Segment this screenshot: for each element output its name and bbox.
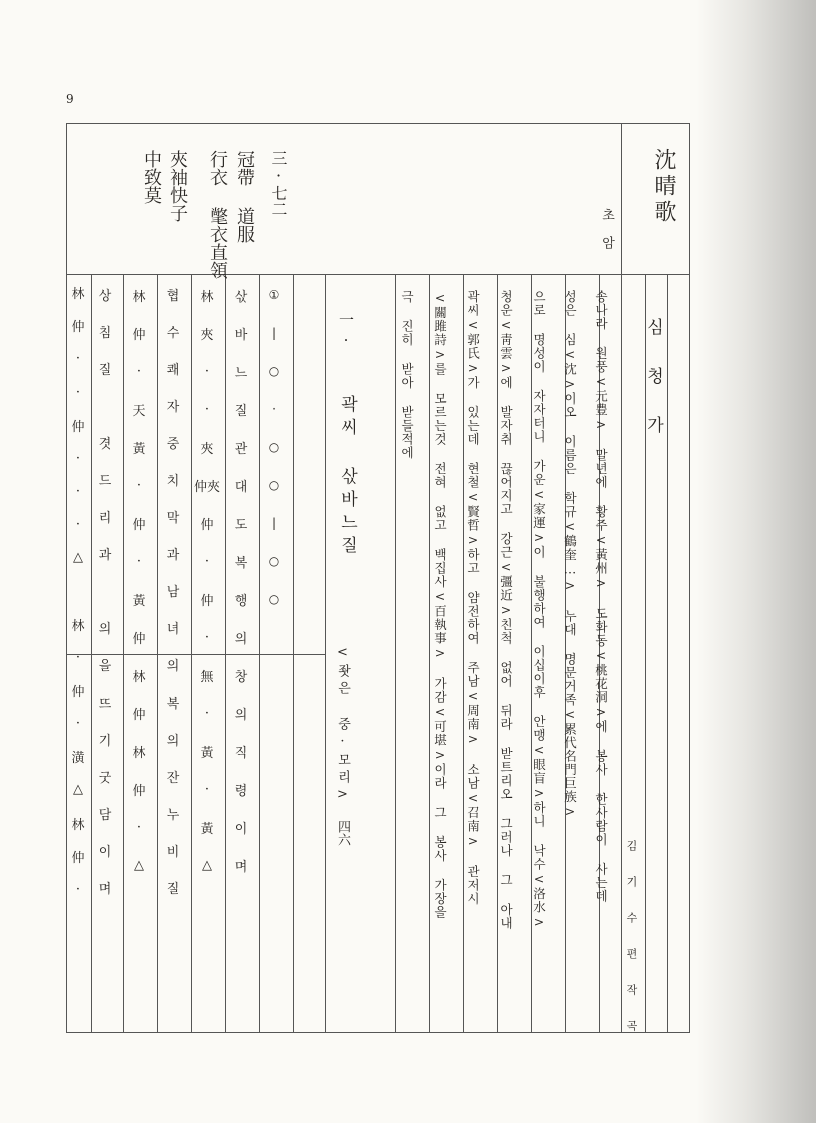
note-cell: · <box>136 477 142 493</box>
lyric-cell: 이 <box>234 821 248 837</box>
lyric-cell: 침 <box>98 326 112 342</box>
lyric-cell: 기 <box>98 733 112 749</box>
lyric-cell: 도 <box>234 517 248 533</box>
note-cell: 黃 <box>200 745 214 761</box>
note-cell: · <box>75 484 81 500</box>
lyrics-column-1 <box>224 276 258 906</box>
lyric-cell: 령 <box>234 783 248 799</box>
lyric-cell: 질 <box>234 403 248 419</box>
lyric-cell: 의 <box>234 631 248 647</box>
notes-column-1 <box>190 276 224 906</box>
rhythm-mark: ○ <box>268 592 280 606</box>
note-cell: · <box>75 517 81 533</box>
note-cell <box>66 574 90 607</box>
note-cell: · <box>204 401 210 417</box>
note-cell: · <box>136 553 142 569</box>
lyric-cell: 며 <box>98 881 112 897</box>
note-cell: 仲 <box>132 517 146 533</box>
rhythm-column <box>258 276 290 906</box>
col-rule <box>293 274 294 1032</box>
lyric-cell: 삯 <box>234 289 248 305</box>
lyric-cell: 녀 <box>166 622 180 638</box>
note-cell: 仲 <box>132 631 146 647</box>
lyric-cell: 직 <box>234 745 248 761</box>
lyric-cell: 며 <box>234 859 248 875</box>
note-cell: · <box>204 705 210 721</box>
note-cell: 仲 <box>71 419 85 435</box>
author-label: 초 암 <box>599 208 614 249</box>
page-gutter-shadow <box>696 0 816 1123</box>
lyric-cell: 의 <box>234 707 248 723</box>
note-cell: · <box>75 881 81 897</box>
costume-line-1: 冠帶 道服 <box>234 150 255 243</box>
narration-line-5: 곽씨<郭氏>가 있는데 현철<賢哲>하고 얌전하여 주남<周南> 소남<召南> 관저시 <box>465 290 481 906</box>
lyric-cell: 질 <box>98 363 112 379</box>
section-num: 四六 <box>335 820 350 846</box>
note-cell: 夾 <box>200 441 214 457</box>
lyric-cell: 의 <box>166 733 180 749</box>
narration-line-7: 극 진히 받아 받들적에 <box>399 290 415 460</box>
song-title: 심 청 가 <box>643 318 663 439</box>
note-cell: 林 <box>200 289 214 305</box>
lyric-cell: 을 <box>98 659 112 675</box>
note-cell: 黃 <box>200 821 214 837</box>
note-cell: · <box>204 629 210 645</box>
note-cell: 仲 <box>132 327 146 343</box>
rhythm-mark: ○ <box>268 364 280 378</box>
note-cell: 林 <box>132 745 146 761</box>
note-cell: 夾 <box>200 327 214 343</box>
rhythm-mark: ○ <box>268 554 280 568</box>
rhythm-mark: | <box>271 326 277 340</box>
lyric-cell: 뜨 <box>98 696 112 712</box>
rhythm-mark: | <box>271 516 277 530</box>
lyric-cell: 의 <box>98 622 112 638</box>
lyric-cell: 대 <box>234 479 248 495</box>
lyric-cell: 창 <box>234 669 248 685</box>
lyric-cell: 과 <box>166 548 180 564</box>
note-cell: 林 <box>132 289 146 305</box>
note-cell: · <box>75 351 81 367</box>
narration-line-2: 성은 심<沈>이오 이름은 학규<鶴奎…> 누대 명문거족<累代名門巨族> <box>562 290 578 820</box>
note-cell: · <box>204 363 210 379</box>
narration-line-6: <關雎詩>를 모르는것 전혀 없고 백집사<百執事> 가감<可堪>이라 그 봉사 가장을 <box>432 290 448 919</box>
header-divider <box>67 274 689 275</box>
note-cell: · <box>136 363 142 379</box>
note-cell: 林 <box>71 618 85 634</box>
narration-line-1: 송나라 원풍<元豊> 말년에 황주<黃州> 도화동<桃花洞>에 봉사 한사람이 사는데 <box>593 290 609 903</box>
note-cell: 仲 <box>132 783 146 799</box>
narration-line-4: 청운<靑雲>에 발자취 끊어지고 강근<彊近>친척 없어 뒤라 받트리오 그러나 그 아내 <box>498 290 514 930</box>
section-number: 一. <box>337 312 355 345</box>
note-cell: · <box>204 553 210 569</box>
lyrics-column-2 <box>156 276 190 906</box>
note-cell: 無 <box>200 669 214 685</box>
lyric-cell: 굿 <box>98 770 112 786</box>
note-cell: 黃 <box>132 441 146 457</box>
col-rule <box>325 274 326 1032</box>
note-cell: · <box>75 450 81 466</box>
note-cell: 仲 <box>200 593 214 609</box>
note-cell: 林 <box>132 669 146 685</box>
lyric-cell: 드 <box>98 474 112 490</box>
lyric-cell: 비 <box>166 844 180 860</box>
note-cell: 仲 <box>71 684 85 700</box>
costume-line-4: 中致莫 <box>141 150 162 204</box>
lyric-cell: 쾌 <box>166 363 180 379</box>
page-number: 9 <box>66 92 74 106</box>
col-rule <box>497 274 498 1032</box>
lyric-cell: 이 <box>98 844 112 860</box>
costume-line-2: 行衣 氅衣直領 <box>207 150 228 279</box>
col-rule <box>395 274 396 1032</box>
lyric-cell: 복 <box>234 555 248 571</box>
note-cell: 天 <box>132 403 146 419</box>
lyric-cell: 협 <box>166 289 180 305</box>
lyric-cell: 느 <box>234 365 248 381</box>
note-cell: 仲 <box>132 707 146 723</box>
note-cell: · <box>75 649 81 665</box>
note-cell: 仲夾 <box>193 479 220 495</box>
note-cell: · <box>204 781 210 797</box>
note-cell: 仲 <box>71 320 85 336</box>
notes-column-2 <box>122 276 156 906</box>
note-cell: △ <box>202 857 212 873</box>
col-rule <box>429 274 430 1032</box>
lyric-cell: 리 <box>98 511 112 527</box>
note-cell: △ <box>73 782 83 798</box>
note-cell: 林 <box>71 817 85 833</box>
lyric-cell: 행 <box>234 593 248 609</box>
note-cell: 潢 <box>71 751 85 767</box>
lyric-cell: 잔 <box>166 770 180 786</box>
lyric-cell <box>88 572 122 609</box>
note-cell: 仲 <box>200 517 214 533</box>
credit: 김 기 수 편 작 곡 <box>625 840 638 1037</box>
section-note: <좟은 중·모리> <box>335 645 350 806</box>
note-cell: △ <box>73 550 83 566</box>
lyric-cell: 상 <box>98 289 112 305</box>
note-cell: · <box>75 384 81 400</box>
section-title: 곽씨 삯바느질 <box>337 395 357 559</box>
rhythm-mark: ○ <box>268 440 280 454</box>
lyric-cell: 막 <box>166 511 180 527</box>
lyric-cell: 의 <box>166 659 180 675</box>
lyric-cell: 질 <box>166 881 180 897</box>
note-cell: △ <box>134 857 144 873</box>
lyric-cell: 겻 <box>98 437 112 453</box>
note-cell: 林 <box>71 287 85 303</box>
col-rule <box>463 274 464 1032</box>
rhythm-mark: · <box>272 402 276 416</box>
col-rule <box>667 274 668 1032</box>
lyric-cell: 수 <box>166 326 180 342</box>
lyric-cell: 과 <box>98 548 112 564</box>
lyric-cell: 중 <box>166 437 180 453</box>
note-cell: · <box>75 716 81 732</box>
lyric-cell: 바 <box>234 327 248 343</box>
lyrics-column-3 <box>88 276 122 906</box>
lyric-cell: 자 <box>166 400 180 416</box>
rhythm-mark: ① <box>268 288 280 302</box>
costume-line-3: 夾袖快子 <box>167 150 188 222</box>
rhythm-mark: ○ <box>268 478 280 492</box>
narration-line-3: 으로 명성이 자자터니 가운<家運>이 불행하여 이십이후 안맹<眼盲>하니 낙수<洛水> <box>531 290 547 930</box>
title-hanja: 沈晴歌 <box>651 148 676 226</box>
note-cell: 仲 <box>71 850 85 866</box>
col-rule <box>621 124 622 1032</box>
rhythm-hanja: 三·七二 <box>269 150 288 217</box>
notes-column-3 <box>66 276 90 906</box>
lyric-cell: 복 <box>166 696 180 712</box>
lyric-cell <box>88 387 122 424</box>
note-cell: · <box>136 819 142 835</box>
lyric-cell: 누 <box>166 807 180 823</box>
lyric-cell: 치 <box>166 474 180 490</box>
note-cell: 黃 <box>132 593 146 609</box>
lyric-cell: 관 <box>234 441 248 457</box>
lyric-cell: 담 <box>98 807 112 823</box>
lyric-cell: 남 <box>166 585 180 601</box>
